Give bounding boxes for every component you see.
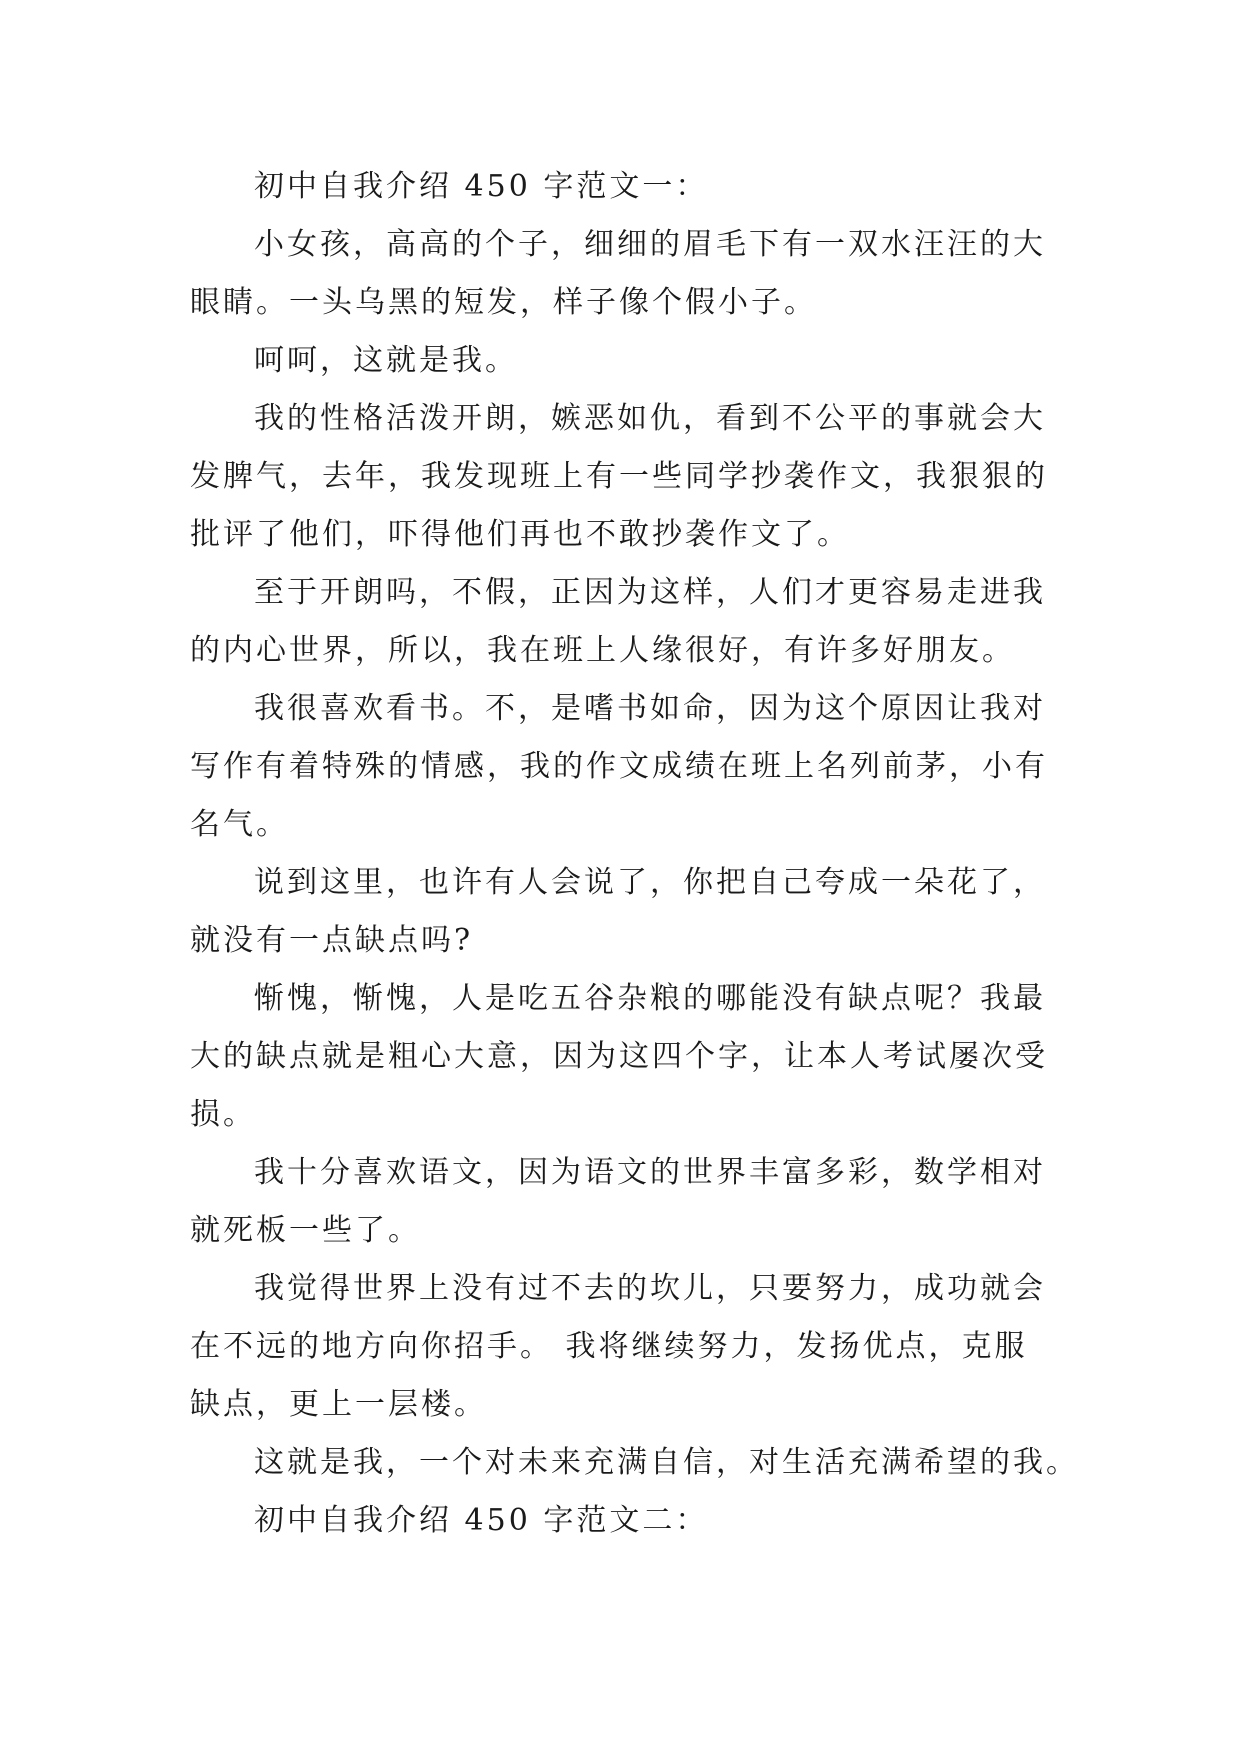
paragraph-line: 就死板一些了。 xyxy=(190,1213,421,1248)
paragraph-line: 缺点，更上一层楼。 xyxy=(190,1387,487,1422)
paragraph-line: 就没有一点缺点吗? xyxy=(190,923,474,958)
paragraph-line: 写作有着特殊的情感，我的作文成绩在班上名列前茅，小有 xyxy=(190,749,1048,784)
paragraph-line: 我十分喜欢语文，因为语文的世界丰富多彩，数学相对 xyxy=(254,1155,1046,1190)
paragraph-line: 惭愧，惭愧，人是吃五谷杂粮的哪能没有缺点呢？我最 xyxy=(254,981,1046,1016)
paragraph-line: 我觉得世界上没有过不去的坎儿，只要努力，成功就会 xyxy=(254,1271,1046,1306)
paragraph-line: 呵呵，这就是我。 xyxy=(254,343,518,378)
paragraph-line: 小女孩，高高的个子，细细的眉毛下有一双水汪汪的大 xyxy=(254,227,1046,262)
paragraph-line: 批评了他们，吓得他们再也不敢抄袭作文了。 xyxy=(190,517,850,552)
document-page xyxy=(190,158,1079,1550)
paragraph-line: 至于开朗吗，不假，正因为这样，人们才更容易走进我 xyxy=(254,575,1046,610)
paragraph-line: 这就是我，一个对未来充满自信，对生活充满希望的我。 xyxy=(254,1445,1079,1480)
section-heading: 初中自我介绍 450 字范文一： xyxy=(254,169,709,204)
paragraph-line: 损。 xyxy=(190,1097,256,1132)
paragraph-line: 名气。 xyxy=(190,807,289,842)
paragraph-line: 我的性格活泼开朗，嫉恶如仇，看到不公平的事就会大 xyxy=(254,401,1046,436)
paragraph-line: 在不远的地方向你招手。 我将继续努力，发扬优点，克服 xyxy=(190,1329,1028,1364)
paragraph-line: 发脾气，去年，我发现班上有一些同学抄袭作文，我狠狠的 xyxy=(190,459,1048,494)
paragraph-line: 眼睛。一头乌黑的短发，样子像个假小子。 xyxy=(190,285,817,320)
paragraph-line: 的内心世界，所以，我在班上人缘很好，有许多好朋友。 xyxy=(190,633,1015,668)
paragraph-line: 说到这里，也许有人会说了，你把自己夸成一朵花了， xyxy=(254,865,1046,900)
paragraph-line: 我很喜欢看书。不，是嗜书如命，因为这个原因让我对 xyxy=(254,691,1046,726)
paragraph-line: 大的缺点就是粗心大意，因为这四个字，让本人考试屡次受 xyxy=(190,1039,1048,1074)
section-heading: 初中自我介绍 450 字范文二： xyxy=(254,1503,709,1538)
